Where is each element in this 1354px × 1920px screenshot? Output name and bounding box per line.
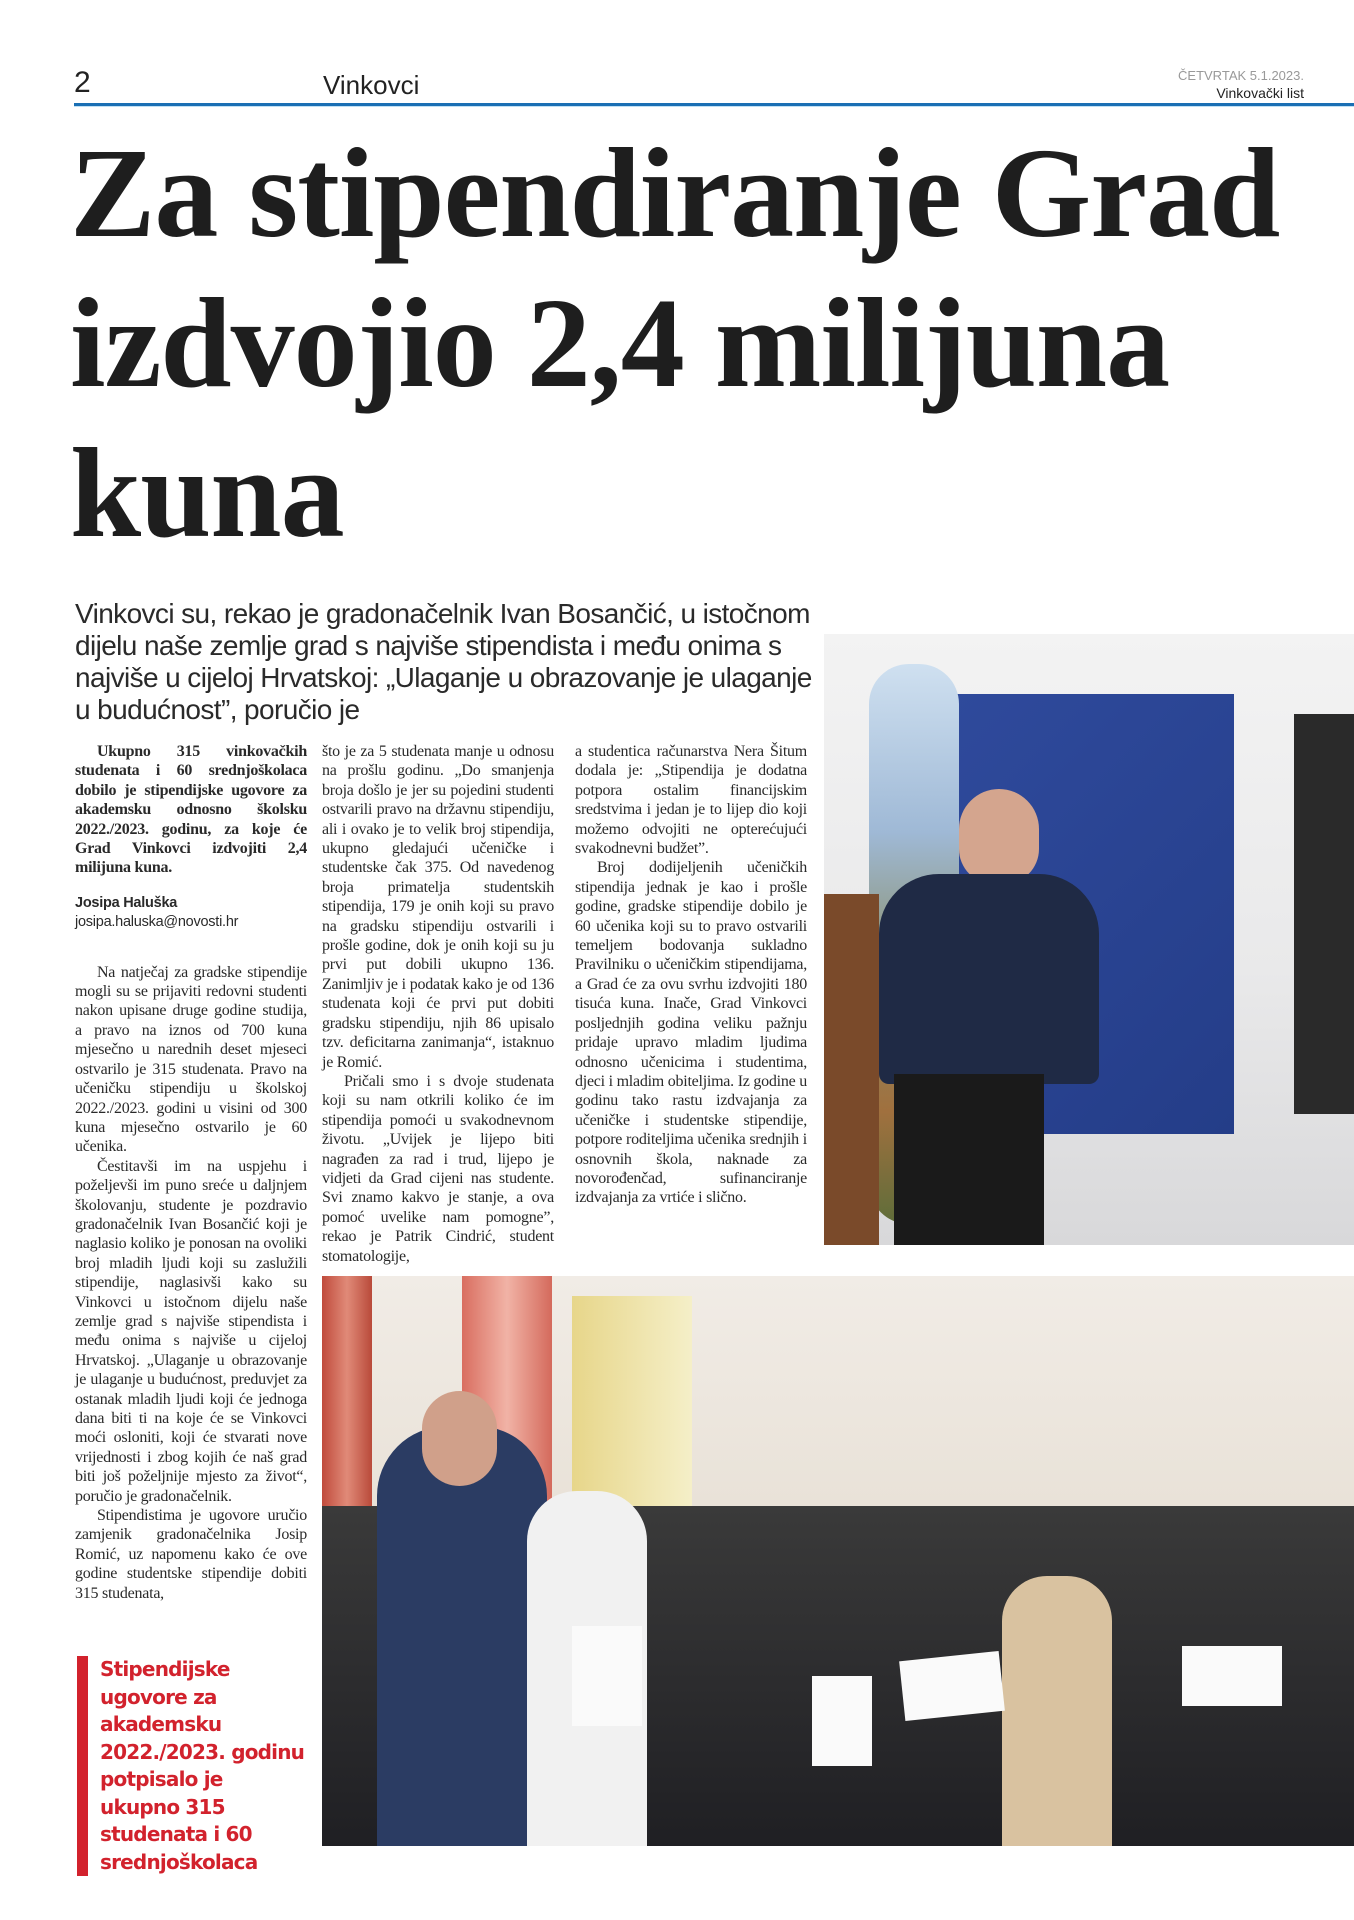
scholarship-document	[812, 1676, 872, 1766]
person-mayor	[377, 1426, 547, 1846]
person-sweater	[879, 874, 1099, 1084]
photo-mayor-handshake	[824, 634, 1354, 1245]
photo-group-scholarship-recipients	[322, 1276, 1354, 1846]
headline: Za stipendiranje Grad izdvojio 2,4 milijuna kuna	[70, 122, 1280, 564]
paragraph: Stipendistima je ugovore uručio zamjenik gradonačelnika Josip Romić, uz napomenu kako će ove godine studentske stipendije dobiti 315 studenata,	[75, 1507, 307, 1602]
paragraph: a studentica računarstva Nera Šitum dodala je: „Stipendija je dodatna potpora ostalim financijskim sredstvima i jedan je to lijep dio koji možemo odvojiti ne opterećujući svakodnevni budžet”.	[575, 743, 807, 858]
paragraph: Broj dodijeljenih učeničkih stipendija jednak je kao i prošle godine, gradske stipendije dobilo je 60 učenika koji su to pravo ostvarili temeljem bodovanja sukladno Pravilniku o učeničkim stipendijama, a Grad će za ovu svrhu izdvojiti 180 tisuća kuna. Inače, Grad Vinkovci posljednjih godina veliku pažnju pridaje upravo mladim ljudima odnosno učenicima i studentima, djeci i mladim obiteljima. Iz godine u godinu tako rastu izdvajanja za učeničke i studentske stipendije, potpore roditeljima učenika srednjih i osnovnih škola, naknade za novorođenčad, sufinanciranje izdvajanja za vrtiće i slično.	[575, 859, 807, 1207]
person-right-edge	[1294, 714, 1354, 1114]
page-number: 2	[74, 66, 91, 99]
issue-date: ČETVRTAK 5.1.2023.	[1178, 68, 1304, 83]
person-head	[959, 789, 1039, 884]
section-title: Vinkovci	[323, 70, 420, 100]
publication-name: Vinkovački list	[1216, 85, 1304, 101]
pull-quote: Stipendijske ugovore za akademsku 2022./2023. godinu potpisalo je ukupno 315 studenata i 60 srednjoškolaca	[77, 1656, 307, 1876]
person-student	[1002, 1576, 1112, 1846]
article-column-3	[575, 742, 807, 1208]
person-head	[422, 1391, 497, 1486]
article-column-2	[322, 742, 554, 1266]
author-email[interactable]: josipa.haluska@novosti.hr	[75, 914, 239, 931]
article-lead: Ukupno 315 vinkovačkih studenata i 60 srednjoškolaca dobilo je stipendijske ugovore za akademsku odnosno školsku 2022./2023. godinu, za koje će Grad Vinkovci izdvojiti 2,4 milijuna kuna.	[75, 743, 307, 877]
article-column-1	[75, 742, 307, 1603]
scholarship-document	[572, 1626, 642, 1726]
person-trousers	[894, 1074, 1044, 1245]
author-name: Josipa Haluška	[75, 894, 178, 911]
lectern	[824, 894, 879, 1245]
paragraph: Na natječaj za gradske stipendije mogli su se prijaviti redovni studenti nakon upisane druge godine studija, a pravo na iznos od 700 kuna mjesečno u narednih deset mjeseci ostvarilo je 315 studenata. Pravo na učeničku stipendiju u školskoj 2022./2023. godini u visini od 300 kuna mjesečno ostvarilo je 60 učenika.	[75, 963, 307, 1156]
scholarship-document	[1182, 1646, 1282, 1706]
paragraph: Čestitavši im na uspjehu i poželjevši im puno sreće u daljnjem školovanju, studente je pozdravio gradonačelnik Ivan Bosančić koji je naglasio koliko je ponosan na ovoliki broj mladih ljudi koji su zaslužili stipendije, naglasivši kako su Vinkovci u istočnom dijelu naše zemlje grad s najviše stipendista i među onima s najviše u cijeloj Hrvatskoj. „Ulaganje u obrazovanje je ulaganje u budućnost, preduvjet za ostanak mladih ljudi koji će jednoga dana biti ti na koje će se Vinkovci moći osloniti, koji će stvarati nove vrijednosti i zbog kojih će naš grad biti još poželjnije mjesto za život“, poručio je gradonačelnik.	[75, 1157, 307, 1505]
deck: Vinkovci su, rekao je gradonačelnik Ivan Bosančić, u istočnom dijelu naše zemlje grad s najviše stipendista i među onima s najviše u cijeloj Hrvatskoj: „Ulaganje u obrazovanje je ulaganje u budućnost”, poručio je	[75, 598, 812, 725]
paragraph: Pričali smo i s dvoje studenata koji su nam otkrili koliko će im stipendija pomoći u svakodnevnom životu. „Uvijek je lijepo biti nagrađen za rad i trud, lijepo je vidjeti da Grad cijeni nas studente. Svi znamo kakvo je stanje, a ova pomoć uvelike nam pomogne”, rekao je Patrik Cindrić, student stomatologije,	[322, 1072, 554, 1265]
header-rule	[74, 103, 1354, 107]
scholarship-document	[899, 1651, 1005, 1721]
paragraph: što je za 5 studenata manje u odnosu na prošlu godinu. „Do smanjenja broja došlo je jer su pojedini studenti ostvarili pravo na državnu stipendiju, ali i ovako je to velik broj stipendija, ukupno gledajući učeničke i studentske čak 375. Od navedenog broja primatelja studentskih stipendija, 179 je onih koji su pravo na gradsku stipendiju ostvarili i prošle godine, dok je onih koji su ju prvi put dobili ukupno 136. Zanimljiv je i podatak kako je od 136 studenata koji će prvi put dobiti gradsku stipendiju, njih 86 upisalo tzv. deficitarna zanimanja“, istaknuo je Romić.	[322, 743, 554, 1071]
